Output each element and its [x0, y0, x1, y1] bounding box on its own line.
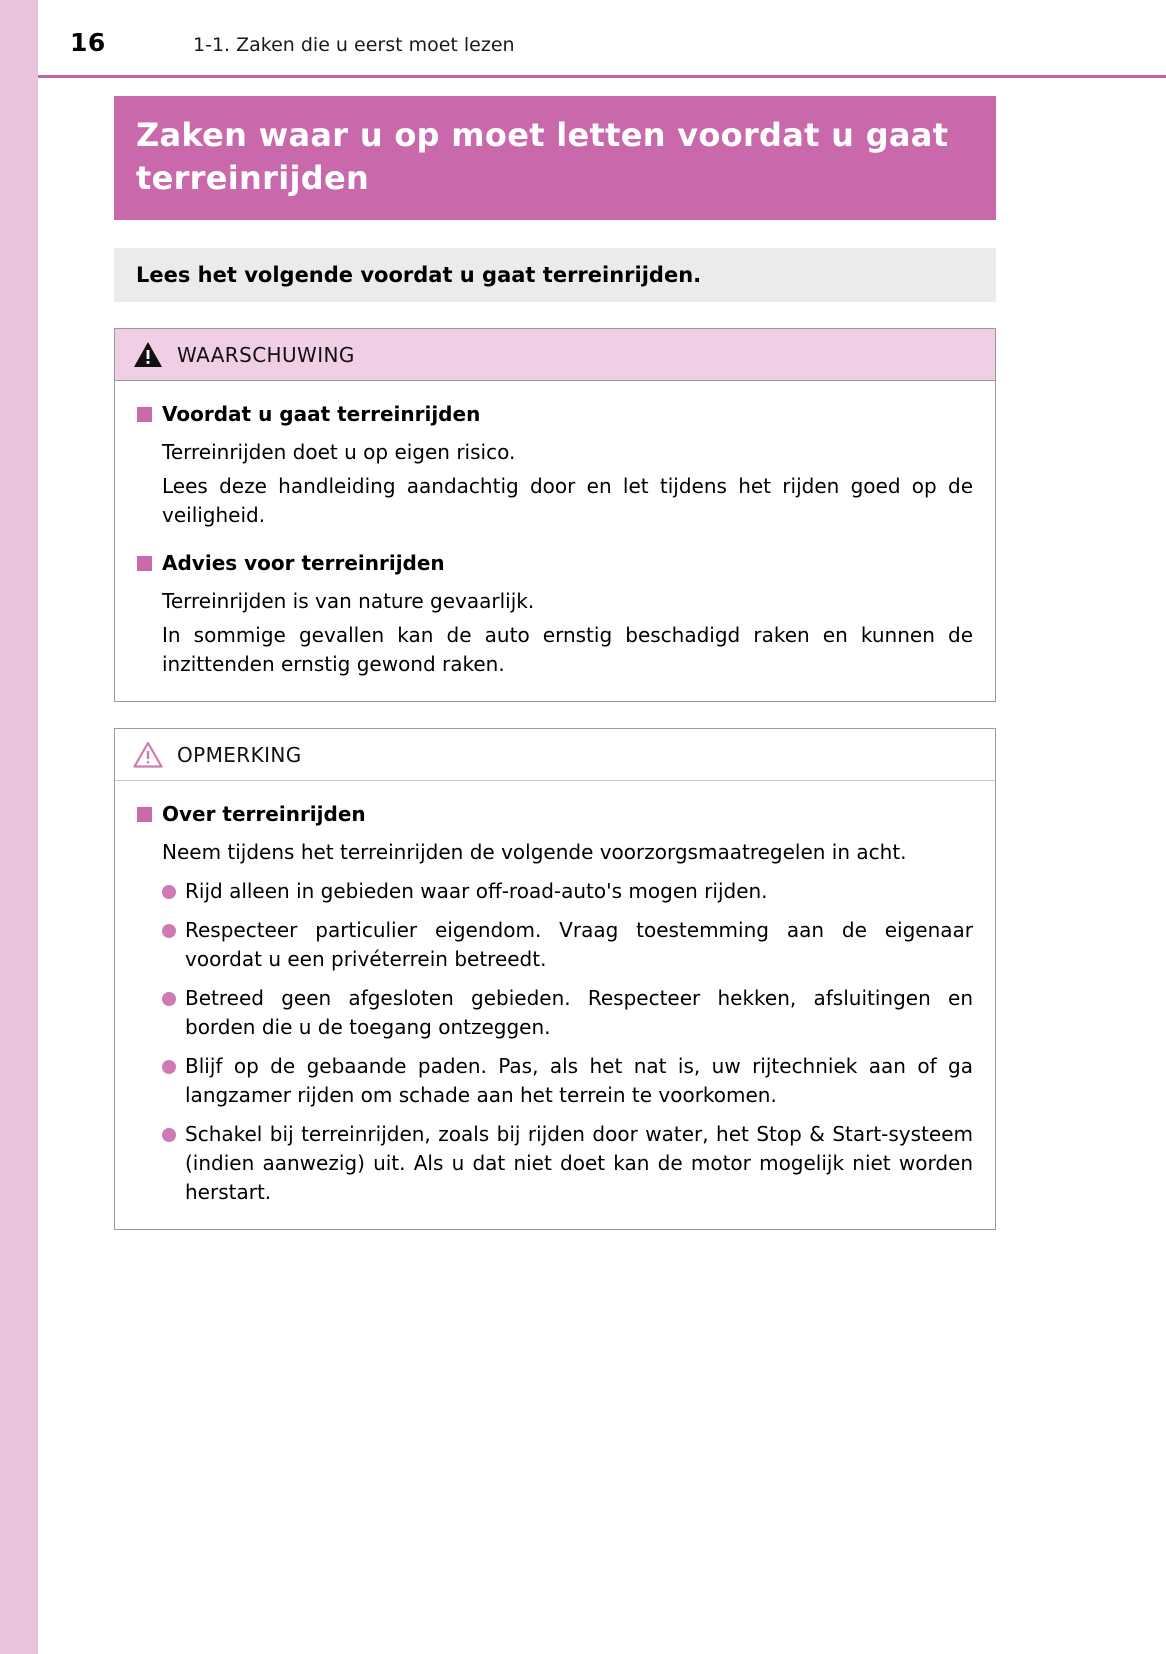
- round-bullet-icon: [162, 992, 176, 1006]
- warning-item-heading: Voordat u gaat terreinrijden: [137, 401, 973, 428]
- notice-box-label: OPMERKING: [177, 742, 302, 767]
- square-bullet-icon: [137, 807, 152, 822]
- warning-box: [114, 328, 996, 702]
- warning-box-header: [115, 329, 995, 381]
- header-divider: [38, 75, 1166, 78]
- warning-item-paragraph: Lees deze handleiding aandachtig door en let tijdens het rijden goed op de veiligheid.: [162, 474, 973, 528]
- round-bullet-icon: [162, 1060, 176, 1074]
- warning-item-paragraph: Terreinrijden is van nature gevaarlijk.: [162, 589, 535, 614]
- list-item: Respecteer particulier eigendom. Vraag toestemming aan de eigenaar voordat u een privéterrein betreedt.: [162, 916, 973, 974]
- warning-box-label: WAARSCHUWING: [177, 342, 355, 367]
- notice-box: [114, 728, 996, 1230]
- section-subtitle: Lees het volgende voordat u gaat terreinrijden.: [114, 248, 996, 302]
- square-bullet-icon: [137, 556, 152, 571]
- round-bullet-icon: [162, 885, 176, 899]
- warning-triangle-icon: [133, 341, 163, 368]
- header-section-title: 1-1. Zaken die u eerst moet lezen: [193, 34, 515, 56]
- warning-item-heading: Advies voor terreinrijden: [137, 550, 973, 577]
- warning-item-paragraph: Terreinrijden doet u op eigen risico.: [162, 440, 516, 465]
- notice-box-body: [115, 781, 995, 1229]
- square-bullet-icon: [137, 407, 152, 422]
- page-header: [38, 0, 1166, 76]
- notice-triangle-icon: [133, 741, 163, 768]
- round-bullet-icon: [162, 1128, 176, 1142]
- notice-intro-paragraph: Neem tijdens het terreinrijden de volgende voorzorgsmaatregelen in acht.: [162, 840, 907, 865]
- list-item: Schakel bij terreinrijden, zoals bij rijden door water, het Stop & Start-systeem (indien aanwezig) uit. Als u dat niet doet kan de motor mogelijk niet worden herstart.: [162, 1120, 973, 1207]
- chapter-banner-title: Zaken waar u op moet letten voordat u gaat terreinrijden: [114, 96, 996, 220]
- page-content: [114, 96, 996, 1230]
- notice-item-heading: Over terreinrijden: [137, 801, 973, 828]
- warning-item-paragraph: In sommige gevallen kan de auto ernstig beschadigd raken en kunnen de inzittenden ernstig gewond raken.: [162, 623, 973, 677]
- page-number: 16: [70, 28, 106, 57]
- notice-box-header: [115, 729, 995, 781]
- list-item: Betreed geen afgesloten gebieden. Respecteer hekken, afsluitingen en borden die u de toegang ontzeggen.: [162, 984, 973, 1042]
- list-item: Rijd alleen in gebieden waar off-road-auto's mogen rijden.: [162, 877, 973, 906]
- page-margin-bar: [0, 0, 38, 1654]
- round-bullet-icon: [162, 924, 176, 938]
- list-item: Blijf op de gebaande paden. Pas, als het nat is, uw rijtechniek aan of ga langzamer rijden om schade aan het terrein te voorkomen.: [162, 1052, 973, 1110]
- warning-box-body: [115, 381, 995, 701]
